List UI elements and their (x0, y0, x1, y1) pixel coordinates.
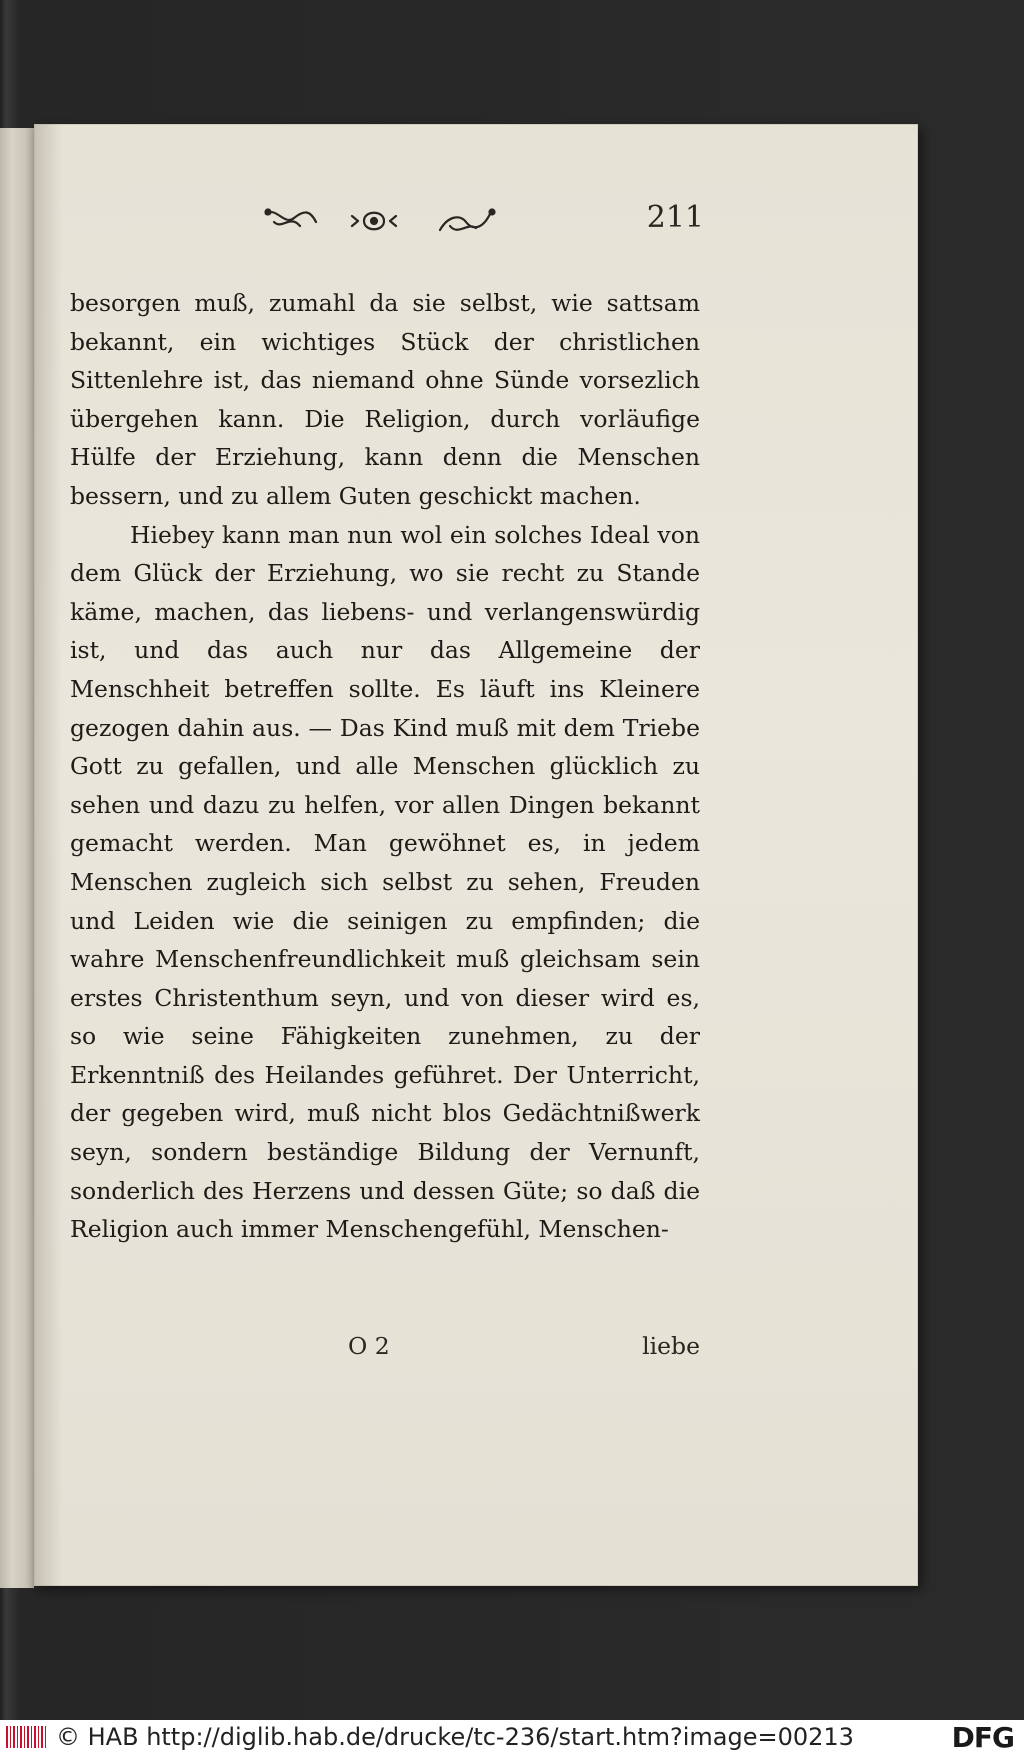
page-number: 211 (646, 200, 704, 235)
page-spine-shadow (34, 124, 62, 1586)
paragraph-1: besorgen muß, zumahl da sie selbst, wie sattsam bekannt, ein wichtiges Stück der christlichen Sittenlehre ist, das niemand ohne Sünde vorsezlich übergehen kann. Die Religion, durch vorläufige Hülfe der Erziehung, kann denn die Menschen bessern, und zu allem Guten geschickt machen. (70, 289, 700, 510)
source-link[interactable]: © HAB http://diglib.hab.de/drucke/tc-236/start.htm?image=00213 (56, 1723, 854, 1751)
catchword: liebe (642, 1332, 700, 1360)
dfg-logo: DFG (951, 1721, 1014, 1754)
page-footer (70, 1332, 700, 1372)
viewer-footer-bar (0, 1720, 1024, 1755)
body-text (70, 284, 700, 1249)
barcode-icon (6, 1726, 48, 1748)
paragraph-2: Hiebey kann man nun wol ein solches Ideal von dem Glück der Erziehung, wo sie recht zu Stande käme, machen, das liebens- und verlangenswürdig ist, und das auch nur das Allgemeine der Menschheit betreffen sollte. Es läuft ins Kleinere gezogen dahin aus. — Das Kind muß mit dem Triebe Gott zu gefallen, und alle Menschen glücklich zu sehen und dazu zu helfen, vor allen Dingen bekannt gemacht werden. Man gewöhnet es, in jedem Menschen zugleich sich selbst zu sehen, Freuden und Leiden wie die seinigen zu empfinden; die wahre Menschenfreundlichkeit muß gleichsam sein erstes Christenthum seyn, und von dieser wird es, so wie seine Fähigkeiten zunehmen, zu der Erkenntniß des Heilandes geführet. Der Unterricht, der gegeben wird, muß nicht blos Gedächtnißwerk seyn, sondern beständige Bildung der Vernunft, sonderlich des Herzens und dessen Güte; so daß die Religion auch immer Menschengefühl, Menschen- (70, 520, 700, 1244)
signature-mark: O 2 (348, 1332, 390, 1360)
page-header (34, 196, 918, 246)
ornament-icon (254, 196, 514, 246)
left-page-edge (0, 128, 34, 1588)
book-page (34, 124, 918, 1586)
